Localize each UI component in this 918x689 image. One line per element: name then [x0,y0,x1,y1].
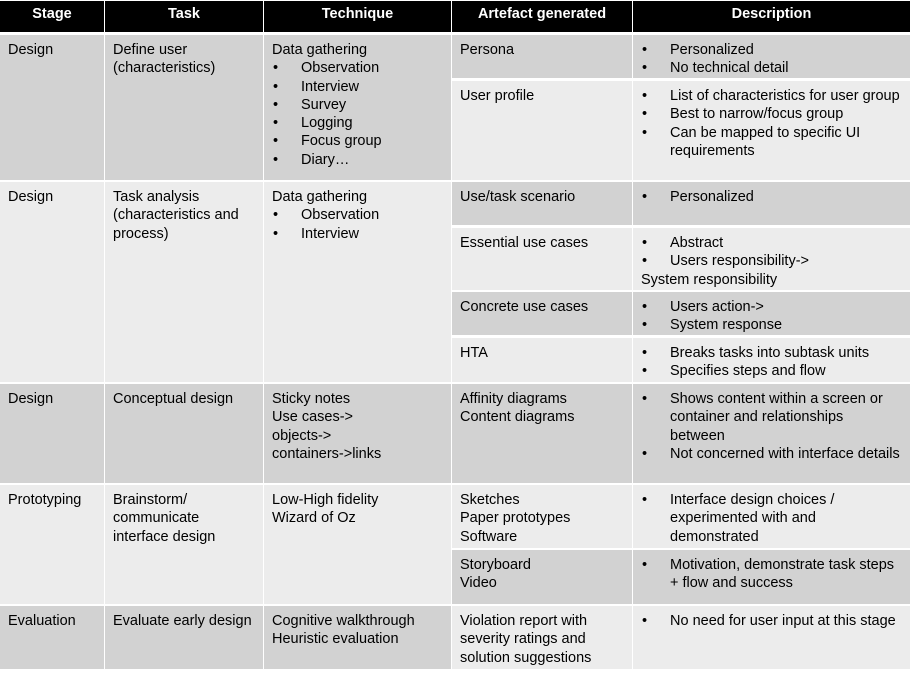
description-cell [633,292,910,335]
stage-label: Design [8,42,54,58]
technique-line: Heuristic evaluation [272,631,399,648]
stage-label: Design [8,189,54,205]
task-cell [105,35,263,180]
artefact-line: Paper prototypes [460,510,571,527]
technique-bullet: • Survey [272,96,443,114]
description-bullet: • Breaks tasks into subtask units [641,344,902,362]
description-bullet: • Users responsibility-> [641,252,902,270]
technique-bullet: • Observation [272,59,443,77]
header-label: Stage [32,6,72,22]
technique-bullet: • Diary… [272,151,443,169]
description-bullet: • Specifies steps and flow [641,362,902,380]
header-label: Technique [321,6,394,22]
technique-line: Low-High fidelity [272,492,379,508]
artefact-cell [452,606,632,669]
description-cell [633,550,910,604]
artefact-line: Essential use cases [460,235,589,251]
description-bullet: • No need for user input at this stage [641,612,902,630]
artefact-line: Storyboard [460,557,531,573]
stage-label: Prototyping [8,492,82,508]
artefact-cell [452,81,632,180]
technique-bullet: • Logging [272,114,443,132]
artefact-cell [452,550,632,604]
technique-cell [264,485,451,604]
technique-line: Wizard of Oz [272,510,356,527]
description-bullet: • Interface design choices / experimented with and demonstrated [641,491,902,546]
task-label: Define user (characteristics) [113,42,216,77]
artefact-line: Affinity diagrams [460,391,567,407]
stage-label: Design [8,391,54,407]
header-cell [0,1,104,32]
task-cell [105,384,263,483]
stage-cell [0,35,104,180]
technique-bullet: • Observation [272,206,443,224]
description-bullet: • Best to narrow/focus group [641,105,902,123]
artefact-line: HTA [460,345,488,361]
technique-line: objects-> [272,427,332,444]
task-label: Task analysis (characteristics and process) [113,189,239,242]
stage-cell [0,182,104,382]
artefact-line: Violation report with severity ratings and solution suggestions [460,613,592,666]
description-bullet: • System response [641,316,902,334]
description-bullet: • No technical detail [641,59,902,77]
description-cell [633,485,910,548]
artefact-cell [452,485,632,548]
technique-bullet: • Interview [272,225,443,243]
header-cell [264,1,451,32]
artefact-cell [452,182,632,225]
artefact-line: Concrete use cases [460,299,589,315]
artefact-cell [452,35,632,78]
description-bullet: • Abstract [641,234,902,252]
description-cell [633,384,910,483]
description-cell [633,606,910,669]
description-cell [633,338,910,382]
technique-bullet: • Interview [272,78,443,96]
header-label: Task [168,6,200,22]
technique-cell [264,606,451,669]
artefact-line: Use/task scenario [460,189,576,205]
task-label: Evaluate early design [113,613,252,629]
stage-label: Evaluation [8,613,76,629]
stage-cell [0,485,104,604]
stage-cell [0,384,104,483]
description-line: System responsibility [641,271,778,288]
artefact-cell [452,292,632,335]
task-cell [105,485,263,604]
description-bullet: • Users action-> [641,298,902,316]
header-label: Artefact generated [477,6,607,22]
technique-cell [264,384,451,483]
artefact-line: Content diagrams [460,409,575,426]
description-bullet: • Personalized [641,188,902,206]
technique-line: Use cases-> [272,409,353,426]
technique-line: Sticky notes [272,391,351,407]
stage-cell [0,606,104,669]
artefact-line: Video [460,575,497,592]
task-label: Brainstorm/ communicate interface design [113,492,216,545]
description-bullet: • Can be mapped to specific UI requirements [641,124,902,161]
artefact-cell [452,228,632,290]
artefact-cell [452,338,632,382]
task-cell [105,606,263,669]
task-cell [105,182,263,382]
description-bullet: • Shows content within a screen or container and relationships between [641,390,902,445]
description-cell [633,81,910,180]
description-bullet: • Not concerned with interface details [641,445,902,463]
technique-cell [264,35,451,180]
technique-cell [264,182,451,382]
header-cell [452,1,632,32]
artefact-line: Software [460,528,518,545]
technique-line: Data gathering [272,42,368,58]
artefact-line: Persona [460,42,515,58]
technique-line: containers->links [272,445,382,462]
artefact-line: User profile [460,88,535,104]
description-bullet: • Personalized [641,41,902,59]
artefact-line: Sketches [460,492,520,508]
header-cell [633,1,910,32]
technique-bullet: • Focus group [272,132,443,150]
description-bullet: • List of characteristics for user group [641,87,902,105]
description-cell [633,228,910,290]
technique-line: Data gathering [272,189,368,205]
artefact-cell [452,384,632,483]
header-label: Description [731,6,812,22]
technique-line: Cognitive walkthrough [272,613,415,629]
description-cell [633,35,910,78]
description-cell [633,182,910,225]
description-bullet: • Motivation, demonstrate task steps + flow and success [641,556,902,593]
task-label: Conceptual design [113,391,234,407]
header-cell [105,1,263,32]
